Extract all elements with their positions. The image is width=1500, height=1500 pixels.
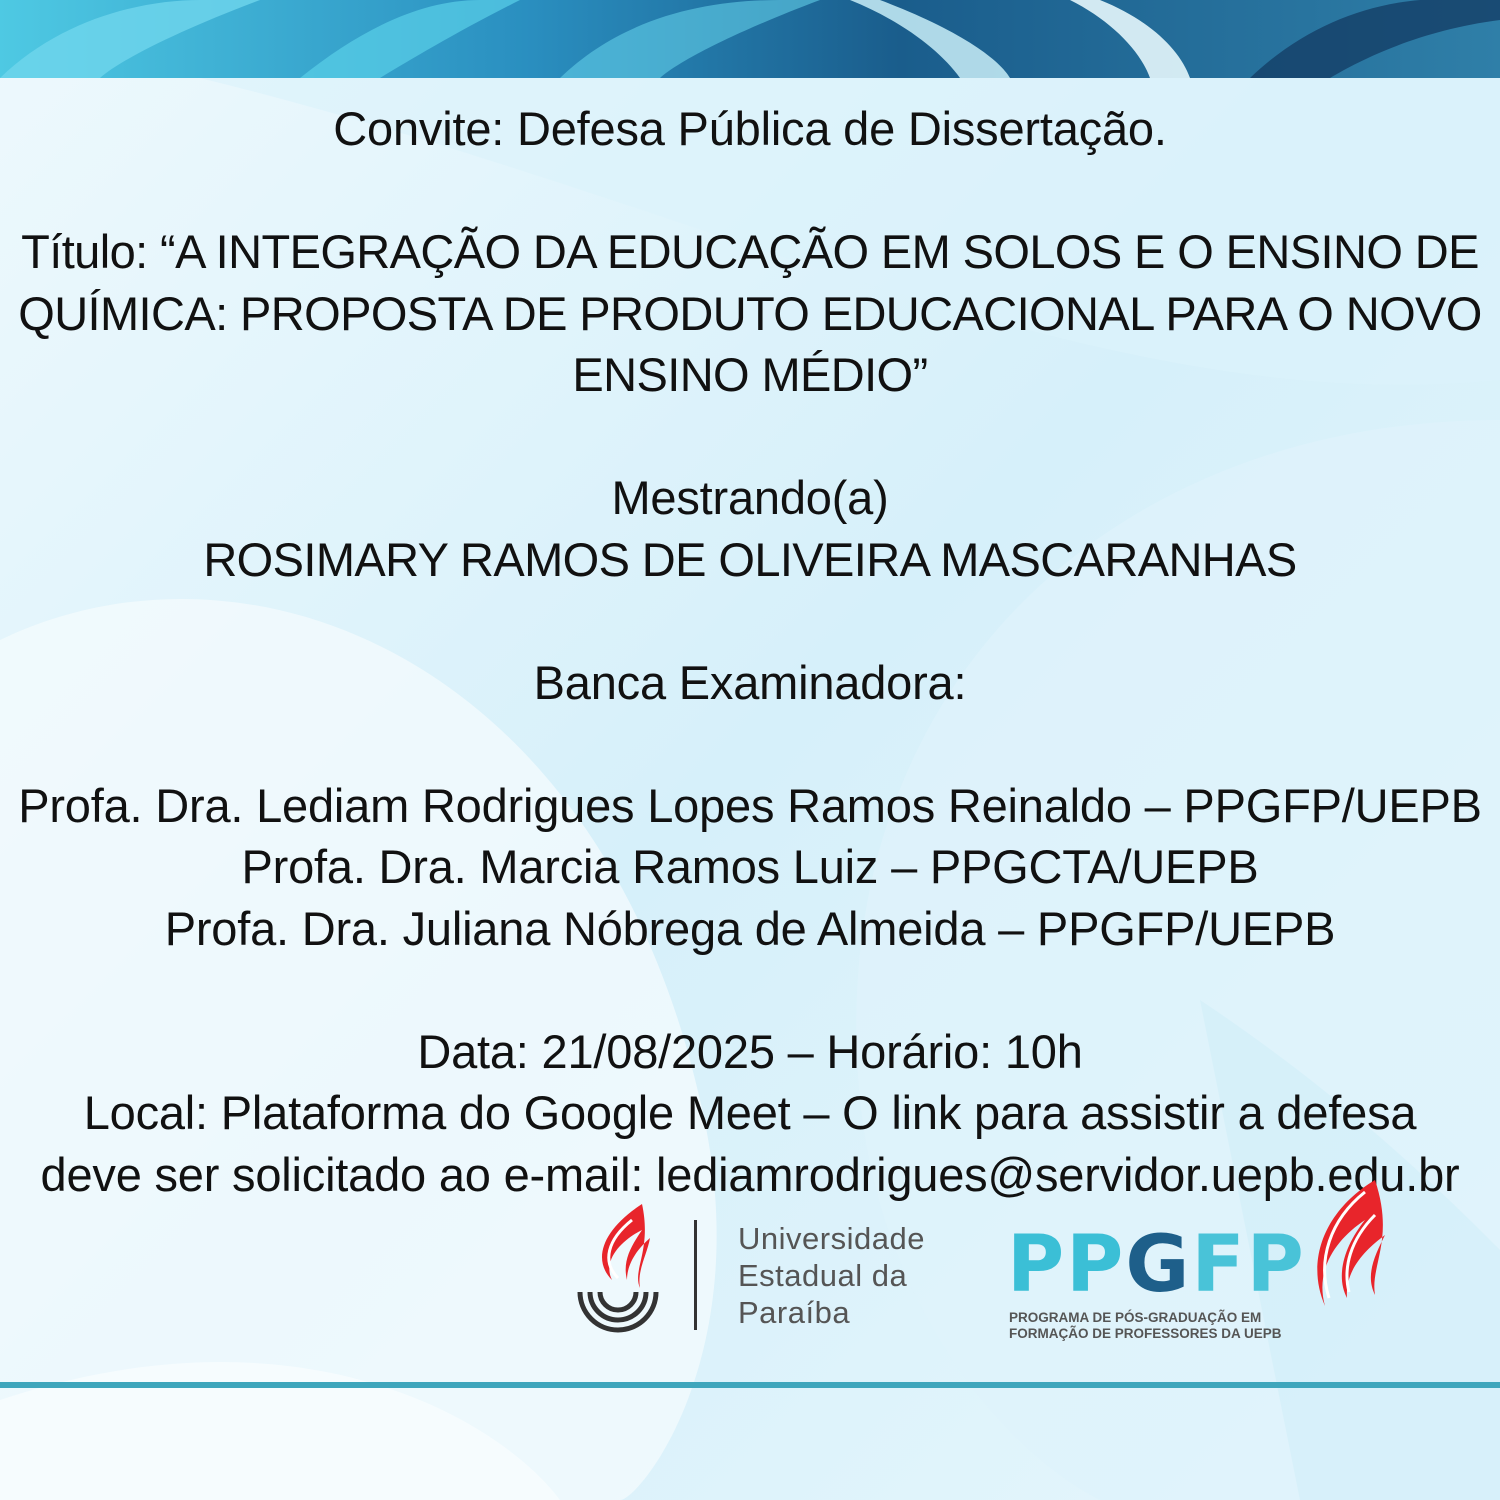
title-line-3: ENSINO MÉDIO” (572, 348, 928, 401)
ppgfp-logo (1005, 1180, 1405, 1350)
ppgfp-flame-icon (1305, 1180, 1395, 1310)
uepb-logo-text (738, 1220, 925, 1331)
ppgfp-word-part-1: PP (1007, 1220, 1126, 1310)
ppgfp-subtitle-line-2: FORMAÇÃO DE PROFESSORES DA UEPB (1009, 1326, 1282, 1341)
invitation-content (0, 98, 1500, 1205)
uepb-line-2: Estadual da (738, 1258, 908, 1293)
candidate-name: ROSIMARY RAMOS DE OLIVEIRA MASCARANHAS (203, 532, 1297, 586)
invitation-heading: Convite: Defesa Pública de Dissertação. (333, 102, 1167, 155)
date-time-line: Data: 21/08/2025 – Horário: 10h (417, 1024, 1083, 1078)
committee-member: Profa. Dra. Juliana Nóbrega de Almeida – PPGFP/UEPB (164, 901, 1336, 955)
ppgfp-word-part-3: FP (1191, 1220, 1306, 1310)
uepb-line-3: Paraíba (738, 1295, 851, 1330)
ppgfp-subtitle (1009, 1310, 1282, 1342)
candidate-label: Mestrando(a) (611, 471, 889, 524)
bottom-divider (0, 1382, 1500, 1388)
committee-label: Banca Examinadora: (533, 655, 967, 709)
title-line-2: QUÍMICA: PROPOSTA DE PRODUTO EDUCACIONAL PARA O NOVO (18, 286, 1482, 340)
uepb-line-1: Universidade (738, 1221, 925, 1256)
location-line-1: Local: Plataforma do Google Meet – O link para assistir a defesa (83, 1086, 1417, 1139)
uepb-logo-divider (694, 1220, 697, 1330)
ppgfp-word-part-2: G (1125, 1220, 1192, 1310)
ppgfp-wordmark (1007, 1220, 1306, 1310)
uepb-logo (572, 1200, 942, 1340)
title-line-1: Título: “A INTEGRAÇÃO DA EDUCAÇÃO EM SOLOS E O ENSINO DE (21, 225, 1479, 278)
location-line-2: deve ser solicitado ao e-mail: lediamrodrigues@servidor.uepb.edu.br (40, 1147, 1460, 1201)
header-banner (0, 0, 1500, 78)
committee-member: Profa. Dra. Lediam Rodrigues Lopes Ramos Reinaldo – PPGFP/UEPB (18, 778, 1482, 832)
ppgfp-subtitle-line-1: PROGRAMA DE PÓS-GRADUAÇÃO EM (1009, 1310, 1262, 1325)
uepb-flame-logo-icon (572, 1200, 664, 1336)
committee-member: Profa. Dra. Marcia Ramos Luiz – PPGCTA/UEPB (241, 840, 1259, 893)
